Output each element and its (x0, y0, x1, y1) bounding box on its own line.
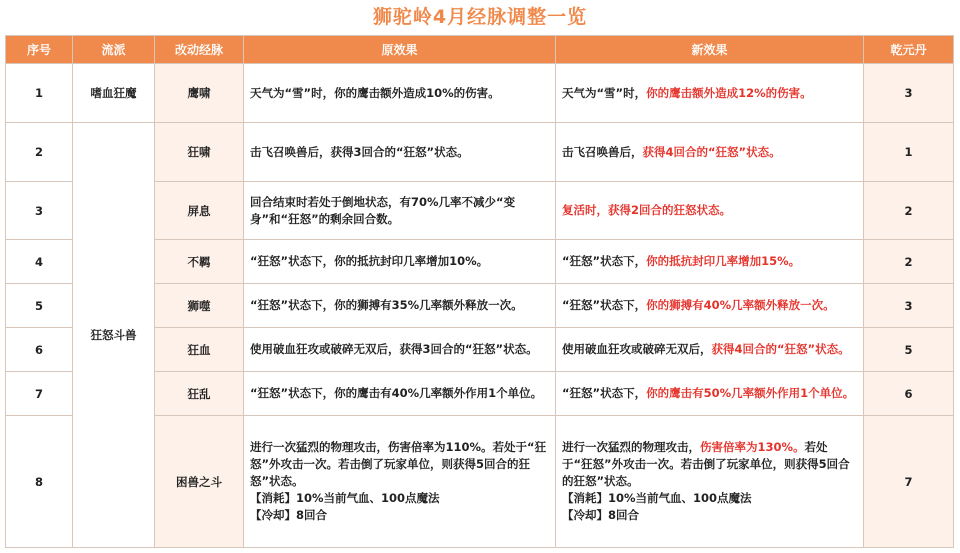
row-meridian: 屏息 (155, 182, 244, 240)
row-meridian: 鹰啸 (155, 64, 244, 123)
row-pill: 7 (864, 416, 954, 548)
row-meridian: 困兽之斗 (155, 416, 244, 548)
row-new-effect (556, 182, 864, 240)
row-meridian: 狮噬 (155, 284, 244, 328)
table-row (6, 64, 954, 123)
new-effect-plain: 击飞召唤兽后， (562, 144, 643, 159)
row-index: 1 (6, 64, 73, 123)
row-new-effect (556, 240, 864, 284)
row-meridian: 狂乱 (155, 372, 244, 416)
row-old-effect: “狂怒”状态下，你的鹰击有40%几率额外作用1个单位。 (244, 372, 556, 416)
new-effect-plain: 天气为“雪”时， (562, 85, 647, 100)
new-effect-plain: 使用破血狂攻或破碎无双后， (562, 342, 712, 356)
row-index: 6 (6, 328, 73, 372)
row-new-effect (556, 416, 864, 548)
new-effect-plain: “狂怒”状态下， (562, 254, 647, 268)
new-effect-tail: 若处于“狂怒”外攻击一次。若击倒了玩家单位，则获得5回合的狂怒”状态。 (562, 440, 850, 488)
new-effect-changed: 你的抵抗封印几率增加15%。 (646, 254, 801, 268)
row-old-effect: 使用破血狂攻或破碎无双后，获得3回合的“狂怒”状态。 (244, 328, 556, 372)
row-pill: 3 (864, 64, 954, 123)
header-school: 流派 (73, 36, 155, 64)
row-school: 嗜血狂魔 (73, 64, 155, 123)
meridian-adjustment-table (5, 35, 954, 548)
row-pill: 1 (864, 123, 954, 182)
row-new-effect (556, 328, 864, 372)
new-effect-changed: 你的鹰击有50%几率额外作用1个单位。 (646, 386, 855, 400)
row-pill: 2 (864, 240, 954, 284)
row-index: 5 (6, 284, 73, 328)
row-new-effect (556, 123, 864, 182)
row-meridian: 不羁 (155, 240, 244, 284)
row-index: 4 (6, 240, 73, 284)
row-meridian: 狂血 (155, 328, 244, 372)
row-new-effect (556, 284, 864, 328)
header-new-effect: 新效果 (556, 36, 864, 64)
row-meridian: 狂啸 (155, 123, 244, 182)
row-old-effect (244, 416, 556, 548)
table-header-row (6, 36, 954, 64)
old-effect-cooldown: 【冷却】8回合 (250, 508, 328, 522)
new-effect-changed: 获得4回合的“狂怒”状态。 (711, 342, 850, 356)
header-meridian: 改动经脉 (155, 36, 244, 64)
row-old-effect: 击飞召唤兽后，获得3回合的“狂怒”状态。 (244, 123, 556, 182)
row-new-effect (556, 64, 864, 123)
row-school: 狂怒斗兽 (73, 123, 155, 548)
row-old-effect: 回合结束时若处于倒地状态，有70%几率不减少“变身”和“狂怒”的剩余回合数。 (244, 182, 556, 240)
old-effect-desc: 进行一次猛烈的物理攻击，伤害倍率为110%。若处于“狂怒”外攻击一次。若击倒了玩家单位，则获得5回合的狂怒”状态。 (250, 440, 547, 488)
new-effect-changed: 你的鹰击额外造成12%的伤害。 (646, 85, 812, 100)
old-effect-cost: 【消耗】10%当前气血、100点魔法 (250, 491, 440, 505)
row-index: 8 (6, 416, 73, 548)
new-effect-plain: 进行一次猛烈的物理攻击， (562, 440, 700, 454)
row-pill: 5 (864, 328, 954, 372)
table-row (6, 123, 954, 182)
row-index: 3 (6, 182, 73, 240)
row-pill: 2 (864, 182, 954, 240)
header-old-effect: 原效果 (244, 36, 556, 64)
row-new-effect (556, 372, 864, 416)
row-pill: 6 (864, 372, 954, 416)
header-index: 序号 (6, 36, 73, 64)
row-old-effect: 天气为“雪”时，你的鹰击额外造成10%的伤害。 (244, 64, 556, 123)
new-effect-cost: 【消耗】10%当前气血、100点魔法 (562, 491, 752, 505)
new-effect-cooldown: 【冷却】8回合 (562, 508, 640, 522)
row-index: 2 (6, 123, 73, 182)
new-effect-changed: 获得4回合的“狂怒”状态。 (642, 144, 781, 159)
new-effect-desc (562, 439, 857, 490)
page-title: 狮驼岭4月经脉调整一览 (372, 6, 588, 28)
new-effect-changed: 伤害倍率为130%。 (700, 440, 805, 454)
row-old-effect: “狂怒”状态下，你的抵抗封印几率增加10%。 (244, 240, 556, 284)
row-old-effect: “狂怒”状态下，你的狮搏有35%几率额外释放一次。 (244, 284, 556, 328)
row-index: 7 (6, 372, 73, 416)
header-pill: 乾元丹 (864, 36, 954, 64)
new-effect-changed: 你的狮搏有40%几率额外释放一次。 (646, 298, 835, 312)
new-effect-changed: 复活时，获得2回合的狂怒状态。 (562, 203, 731, 217)
new-effect-plain: “狂怒”状态下， (562, 298, 647, 312)
new-effect-plain: “狂怒”状态下， (562, 386, 647, 400)
row-pill: 3 (864, 284, 954, 328)
